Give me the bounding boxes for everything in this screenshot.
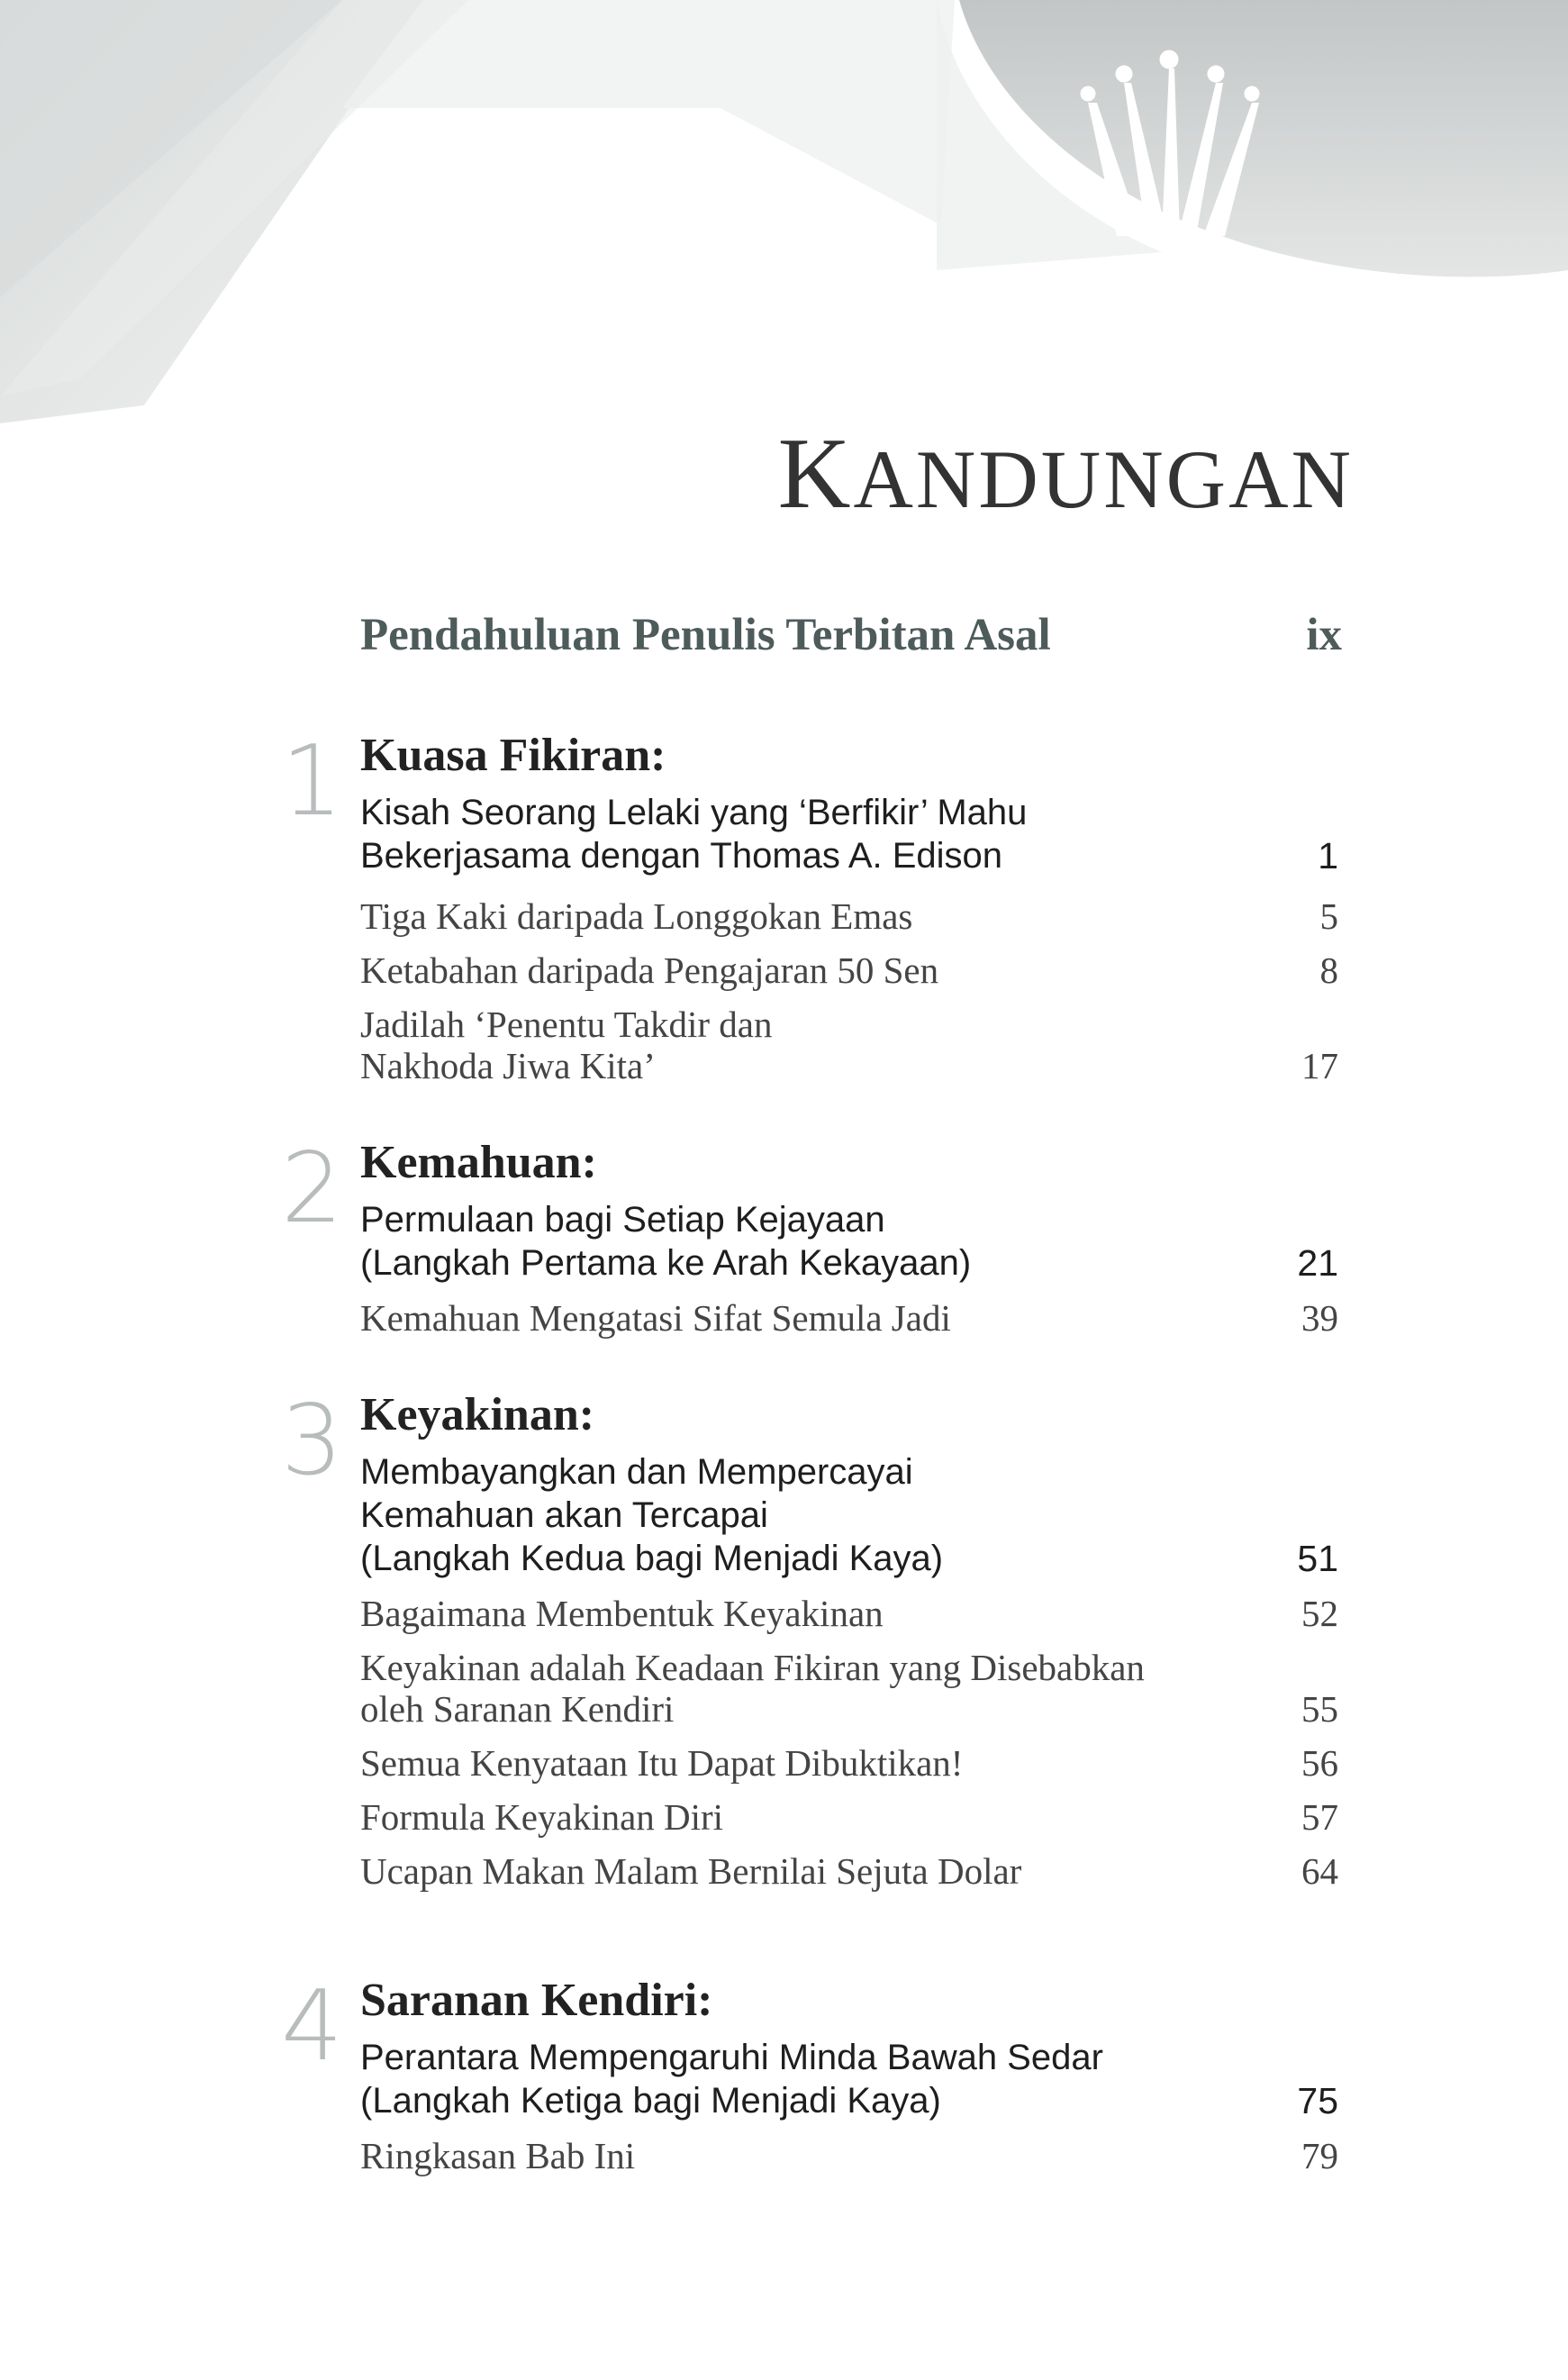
toc-entry-title: Ketabahan daripada Pengajaran 50 Sen xyxy=(360,949,939,991)
toc-entry-page: 1 xyxy=(1318,835,1338,877)
page-title xyxy=(778,416,1354,532)
toc-entry-page: 21 xyxy=(1297,1242,1338,1284)
toc-intro-entry xyxy=(360,609,1342,661)
toc-entry xyxy=(360,895,1342,937)
chapter-title: Kemahuan: xyxy=(360,1137,597,1188)
toc-entry-title: Keyakinan adalah Keadaan Fikiran yang Disebabkan oleh Saranan Kendiri xyxy=(360,1647,1145,1730)
toc-entry-page: 57 xyxy=(1301,1796,1338,1838)
toc-entry-title: Formula Keyakinan Diri xyxy=(360,1796,724,1838)
chapter-3 xyxy=(281,1385,1342,1892)
toc-entry xyxy=(360,1004,1342,1086)
header-decoration xyxy=(0,0,1568,468)
crown-icon xyxy=(1061,47,1277,254)
toc-entry xyxy=(360,2135,1342,2176)
toc-entry-title: Bagaimana Membentuk Keyakinan xyxy=(360,1593,884,1634)
toc-entry-page: 8 xyxy=(1319,949,1338,991)
toc-entry-page: 79 xyxy=(1301,2135,1338,2176)
toc-entry-title: Ucapan Makan Malam Bernilai Sejuta Dolar xyxy=(360,1850,1022,1892)
toc-entry-page: 5 xyxy=(1319,895,1338,937)
toc-entry-page: 51 xyxy=(1297,1538,1338,1579)
toc-entry-page: 52 xyxy=(1301,1593,1338,1634)
toc-entry xyxy=(360,1450,1342,1580)
chapter-title: Kuasa Fikiran: xyxy=(360,730,666,781)
toc-entry-title: Jadilah ‘Penentu Takdir dan Nakhoda Jiwa Kita’ xyxy=(360,1004,773,1086)
toc-entry-title: Perantara Mempengaruhi Minda Bawah Sedar (Langkah Ketiga bagi Menjadi Kaya) xyxy=(360,2038,1103,2121)
toc-entry-page: 56 xyxy=(1301,1742,1338,1784)
toc-entry-title: Kemahuan Mengatasi Sifat Semula Jadi xyxy=(360,1297,951,1339)
toc-entry-page: 75 xyxy=(1297,2080,1338,2121)
toc-entry xyxy=(360,791,1342,877)
toc-entry-page: 17 xyxy=(1301,1045,1338,1086)
toc-entry-title: Permulaan bagi Setiap Kejayaan (Langkah Pertama ke Arah Kekayaan) xyxy=(360,1200,972,1283)
toc-entry-title: Tiga Kaki daripada Longgokan Emas xyxy=(360,895,913,937)
page-title-initial: K xyxy=(777,418,854,530)
toc-entry xyxy=(360,2036,1342,2122)
toc-entry-page: 64 xyxy=(1301,1850,1338,1892)
chapter-number: 1 xyxy=(281,725,343,838)
chapter-number: 2 xyxy=(281,1132,343,1245)
chapter-title: Saranan Kendiri: xyxy=(360,1975,713,2026)
chapter-number: 3 xyxy=(281,1385,343,1497)
toc-entry-title: Ringkasan Bab Ini xyxy=(360,2135,636,2176)
page-title-rest: ANDUNGAN xyxy=(853,433,1354,525)
toc-entry xyxy=(360,1198,1342,1285)
toc-entry-title: Membayangkan dan Mempercayai Kemahuan akan Tercapai (Langkah Kedua bagi Menjadi Kaya) xyxy=(360,1452,944,1578)
chapter-title: Keyakinan: xyxy=(360,1389,595,1440)
chapter-1 xyxy=(281,725,1342,1086)
toc-entry-title: Semua Kenyataan Itu Dapat Dibuktikan! xyxy=(360,1742,964,1784)
chapter-4 xyxy=(281,1970,1342,2176)
toc-entry-page: 39 xyxy=(1301,1297,1338,1339)
chapter-number: 4 xyxy=(281,1970,343,2083)
toc-entry xyxy=(360,1850,1342,1892)
toc-entry xyxy=(360,1593,1342,1634)
toc-entry xyxy=(360,949,1342,991)
toc-entry-title: Kisah Seorang Lelaki yang ‘Berfikir’ Mahu Bekerjasama dengan Thomas A. Edison xyxy=(360,793,1028,876)
toc-entry xyxy=(360,1742,1342,1784)
toc-entry xyxy=(360,1297,1342,1339)
intro-title: Pendahuluan Penulis Terbitan Asal xyxy=(360,610,1051,660)
toc-entry-page: 55 xyxy=(1301,1688,1338,1730)
toc-entry xyxy=(360,1796,1342,1838)
toc-entry xyxy=(360,1647,1342,1730)
intro-page: ix xyxy=(1306,610,1342,660)
chapter-2 xyxy=(281,1132,1342,1339)
